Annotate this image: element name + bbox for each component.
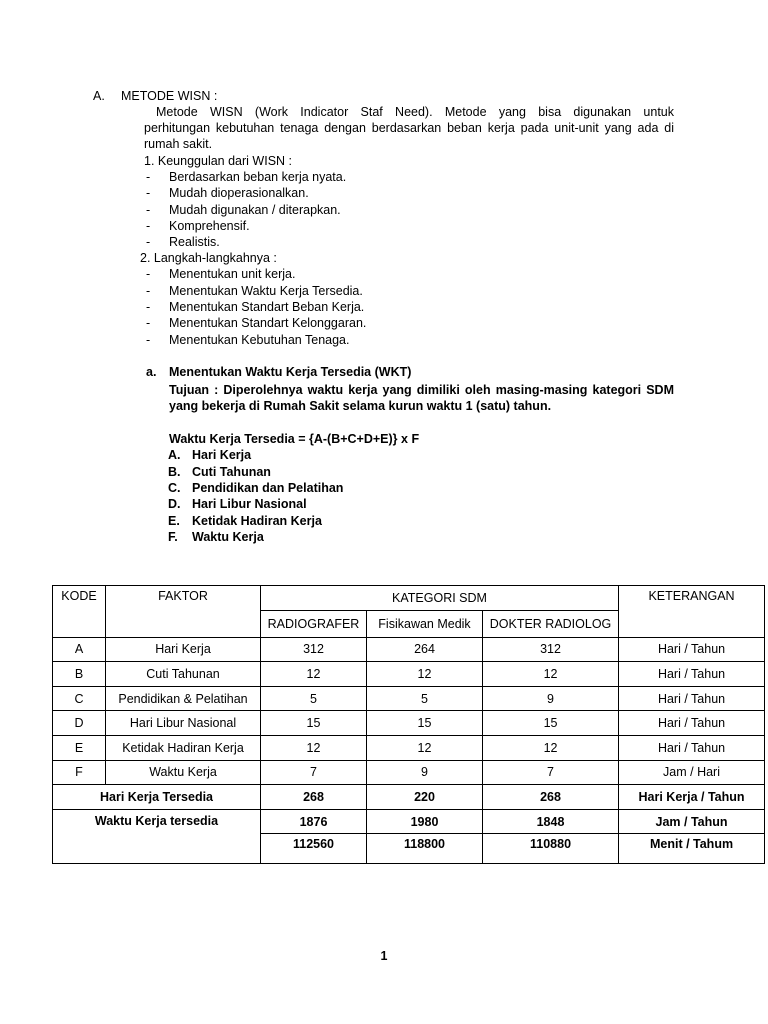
cell-faktor: Hari Libur Nasional bbox=[106, 711, 261, 736]
intro-line-3: rumah sakit. bbox=[144, 137, 213, 151]
list-item: Komprehensif. bbox=[169, 219, 250, 233]
intro-line-1: Metode WISN (Work Indicator Staf Need). Metode yang bisa digunakan untuk bbox=[156, 105, 674, 119]
subsection-label: a. bbox=[146, 365, 157, 379]
tujuan-line-2: yang bekerja di Rumah Sakit selama kurun waktu 1 (satu) tahun. bbox=[169, 399, 552, 413]
cell-keterangan: Hari / Tahun bbox=[619, 686, 765, 711]
keunggulan-title: 1. Keunggulan dari WISN : bbox=[144, 154, 292, 168]
cell-kode: D bbox=[53, 711, 106, 736]
header-kategori: KATEGORI SDM bbox=[261, 586, 619, 611]
cell-faktor: Pendidikan & Pelatihan bbox=[106, 686, 261, 711]
factor-text: Cuti Tahunan bbox=[192, 465, 271, 479]
cell-keterangan: Jam / Hari bbox=[619, 760, 765, 785]
cell-value: 12 bbox=[483, 662, 619, 687]
cell-value: 12 bbox=[261, 735, 367, 760]
list-item: Menentukan Standart Kelonggaran. bbox=[169, 316, 367, 330]
cell-value: 15 bbox=[261, 711, 367, 736]
summary-label-hari: Hari Kerja Tersedia bbox=[53, 785, 261, 810]
table-header-row bbox=[53, 586, 765, 611]
table-row bbox=[53, 662, 765, 687]
cell-value: 12 bbox=[367, 662, 483, 687]
cell-faktor: Waktu Kerja bbox=[106, 760, 261, 785]
factor-letter: D. bbox=[168, 497, 181, 511]
list-item: Menentukan Kebutuhan Tenaga. bbox=[169, 333, 350, 347]
cell-value: 312 bbox=[261, 637, 367, 662]
cell-faktor: Cuti Tahunan bbox=[106, 662, 261, 687]
cell-value: 15 bbox=[483, 711, 619, 736]
formula: Waktu Kerja Tersedia = {A-(B+C+D+E)} x F bbox=[169, 432, 420, 446]
cell-keterangan: Hari / Tahun bbox=[619, 735, 765, 760]
cell-value: 9 bbox=[367, 760, 483, 785]
cell-keterangan: Menit / Tahum bbox=[619, 834, 765, 864]
cell-keterangan: Hari Kerja / Tahun bbox=[619, 785, 765, 810]
factor-text: Ketidak Hadiran Kerja bbox=[192, 514, 322, 528]
cell-value: 5 bbox=[261, 686, 367, 711]
cell-faktor: Ketidak Hadiran Kerja bbox=[106, 735, 261, 760]
factor-letter: B. bbox=[168, 465, 181, 479]
summary-label-waktu: Waktu Kerja tersedia bbox=[53, 809, 261, 864]
cell-value: 110880 bbox=[483, 834, 619, 864]
factor-text: Hari Kerja bbox=[192, 448, 252, 462]
langkah-title: 2. Langkah-langkahnya : bbox=[140, 251, 277, 265]
header-keterangan: KETERANGAN bbox=[619, 586, 765, 638]
summary-row-hari bbox=[53, 785, 765, 810]
tujuan-line-1: Tujuan : Diperolehnya waktu kerja yang dimiliki oleh masing-masing kategori SDM bbox=[169, 383, 674, 397]
table-row bbox=[53, 637, 765, 662]
cell-value: 15 bbox=[367, 711, 483, 736]
cell-keterangan: Hari / Tahun bbox=[619, 662, 765, 687]
cell-kode: A bbox=[53, 637, 106, 662]
cell-value: 264 bbox=[367, 637, 483, 662]
cell-kode: E bbox=[53, 735, 106, 760]
header-faktor: FAKTOR bbox=[106, 586, 261, 638]
intro-line-2: perhitungan kebutuhan tenaga dengan berdasarkan beban kerja pada unit-unit yang ada di bbox=[144, 121, 674, 135]
cell-value: 12 bbox=[367, 735, 483, 760]
subsection-title: Menentukan Waktu Kerja Tersedia (WKT) bbox=[169, 365, 412, 379]
list-item: Mudah dioperasionalkan. bbox=[169, 186, 309, 200]
cell-kode: C bbox=[53, 686, 106, 711]
cell-keterangan: Hari / Tahun bbox=[619, 637, 765, 662]
cell-value: 5 bbox=[367, 686, 483, 711]
factor-letter: E. bbox=[168, 514, 180, 528]
cell-faktor: Hari Kerja bbox=[106, 637, 261, 662]
cell-value: 12 bbox=[261, 662, 367, 687]
factor-text: Waktu Kerja bbox=[192, 530, 264, 544]
table-row bbox=[53, 711, 765, 736]
cell-kode: B bbox=[53, 662, 106, 687]
header-kode: KODE bbox=[53, 586, 106, 638]
cell-value: 268 bbox=[261, 785, 367, 810]
wkt-table bbox=[52, 585, 765, 864]
list-item: Mudah digunakan / diterapkan. bbox=[169, 203, 341, 217]
list-item: Menentukan Waktu Kerja Tersedia. bbox=[169, 284, 363, 298]
cell-value: 12 bbox=[483, 735, 619, 760]
cell-kode: F bbox=[53, 760, 106, 785]
header-dokter: DOKTER RADIOLOG bbox=[483, 610, 619, 637]
cell-keterangan: Hari / Tahun bbox=[619, 711, 765, 736]
list-item: Realistis. bbox=[169, 235, 220, 249]
factor-text: Hari Libur Nasional bbox=[192, 497, 307, 511]
header-fisikawan: Fisikawan Medik bbox=[367, 610, 483, 637]
cell-value: 9 bbox=[483, 686, 619, 711]
section-number: A. bbox=[93, 89, 105, 103]
cell-value: 312 bbox=[483, 637, 619, 662]
cell-value: 1980 bbox=[367, 809, 483, 834]
cell-value: 1848 bbox=[483, 809, 619, 834]
cell-value: 118800 bbox=[367, 834, 483, 864]
factor-letter: F. bbox=[168, 530, 178, 544]
cell-value: 268 bbox=[483, 785, 619, 810]
cell-value: 112560 bbox=[261, 834, 367, 864]
summary-row-jam bbox=[53, 809, 765, 834]
table-row bbox=[53, 760, 765, 785]
factor-text: Pendidikan dan Pelatihan bbox=[192, 481, 344, 495]
cell-keterangan: Jam / Tahun bbox=[619, 809, 765, 834]
table-row bbox=[53, 735, 765, 760]
cell-value: 220 bbox=[367, 785, 483, 810]
factor-letter: C. bbox=[168, 481, 181, 495]
list-item: Berdasarkan beban kerja nyata. bbox=[169, 170, 347, 184]
header-radiografer: RADIOGRAFER bbox=[261, 610, 367, 637]
cell-value: 1876 bbox=[261, 809, 367, 834]
cell-value: 7 bbox=[483, 760, 619, 785]
cell-value: 7 bbox=[261, 760, 367, 785]
factor-letter: A. bbox=[168, 448, 181, 462]
list-item: Menentukan Standart Beban Kerja. bbox=[169, 300, 365, 314]
list-item: Menentukan unit kerja. bbox=[169, 267, 296, 281]
section-title: METODE WISN : bbox=[121, 89, 218, 103]
table-row bbox=[53, 686, 765, 711]
page-number: 1 bbox=[380, 949, 388, 963]
